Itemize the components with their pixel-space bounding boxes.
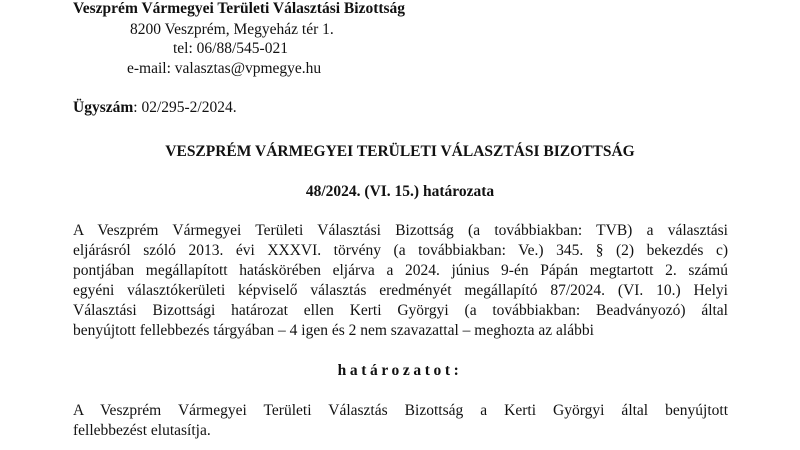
body-line: eljárásról szóló 2013. évi XXXVI. törvény (a továbbiakban: Ve.) 345. § (2) bekezdés c) [73, 242, 728, 259]
case-number-label: Ügyszám [73, 99, 134, 116]
header-phone: tel: 06/88/545-021 [173, 40, 288, 57]
header-email: e-mail: valasztas@vpmegye.hu [127, 60, 322, 77]
resolution-line: A Veszprém Vármegyei Területi Választás Bizottság a Kerti Györgyi által benyújtott [73, 402, 728, 419]
decision-number: 48/2024. (VI. 15.) határozata [305, 183, 495, 200]
case-number [73, 99, 237, 117]
resolution-line: fellebbezést elutasítja. [73, 422, 211, 439]
resolution-heading: határozatot: [337, 362, 463, 379]
body-line: egyéni választókerületi képviselő választás eredményét megállapító 87/2024. (VI. 10.) Helyi [73, 282, 728, 299]
header-address: 8200 Veszprém, Megyeház tér 1. [130, 21, 334, 38]
body-line: benyújtott fellebbezés tárgyában – 4 igen és 2 nem szavazattal – meghozta az alábbi [73, 322, 594, 339]
body-line: A Veszprém Vármegyei Területi Választási Bizottság (a továbbiakban: TVB) a választási [73, 222, 728, 239]
document-title: VESZPRÉM VÁRMEGYEI TERÜLETI VÁLASZTÁSI BIZOTTSÁG [165, 143, 635, 160]
body-line: pontjában megállapított hatáskörében eljárva a 2024. június 9-én Pápán megtartott 2. számú [73, 262, 728, 279]
case-number-value: : 02/295-2/2024. [133, 99, 237, 116]
header-org: Veszprém Vármegyei Területi Választási Bizottság [73, 0, 406, 17]
body-line: Választási Bizottsági határozat ellen Kerti Györgyi (a továbbiakban: Beadványozó) által [73, 302, 728, 319]
